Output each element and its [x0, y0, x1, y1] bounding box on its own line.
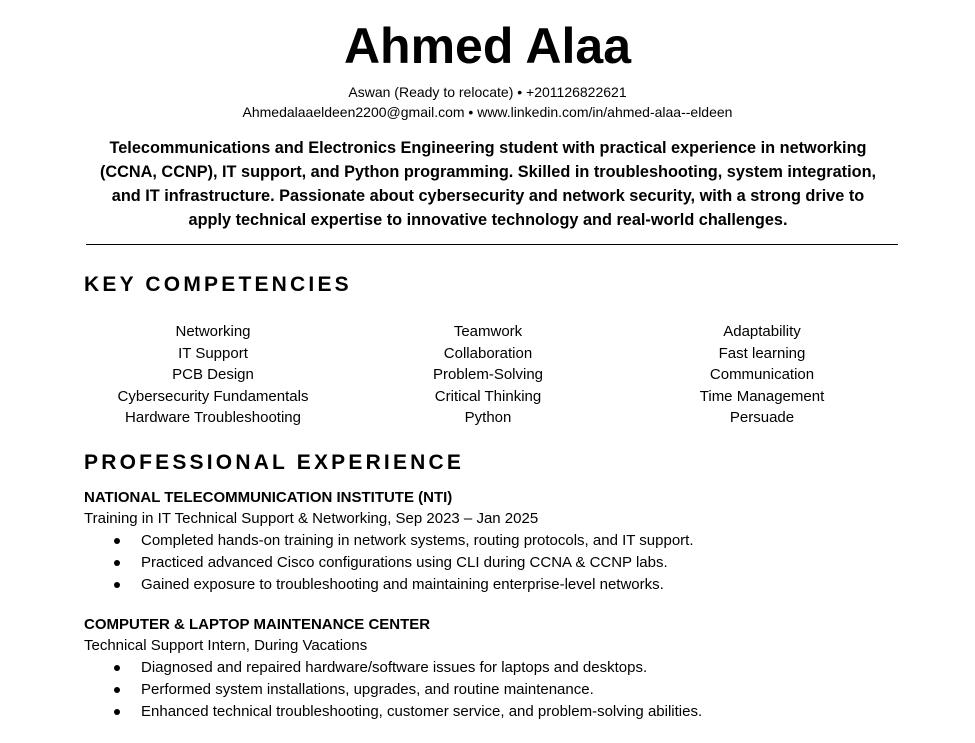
responsibility-item — [84, 679, 904, 701]
competency-item: Cybersecurity Fundamentals — [117, 387, 309, 405]
responsibility-text: Enhanced technical troubleshooting, customer service, and problem-solving abilities. — [141, 703, 703, 720]
responsibility-item — [84, 574, 904, 596]
competency-item: Teamwork — [453, 323, 523, 340]
competency-item: Problem-Solving — [432, 366, 544, 384]
experience-entry-nti — [84, 488, 904, 596]
competencies-column-3 — [632, 321, 892, 429]
responsibility-text: Practiced advanced Cisco configurations using CLI during CCNA & CCNP labs. — [141, 554, 668, 571]
competency-item: IT Support — [178, 344, 248, 362]
company-name: NATIONAL TELECOMMUNICATION INSTITUTE (NTI) — [84, 489, 453, 506]
responsibility-list — [84, 530, 904, 596]
bullet-icon — [114, 665, 120, 671]
competency-item: Networking — [175, 323, 251, 340]
competency-item: Fast learning — [718, 344, 806, 362]
company-name: COMPUTER & LAPTOP MAINTENANCE CENTER — [84, 616, 431, 633]
competency-item: PCB Design — [172, 366, 254, 384]
competency-item: Collaboration — [443, 344, 533, 362]
responsibility-text: Completed hands-on training in network systems, routing protocols, and IT support. — [141, 532, 694, 549]
responsibility-text: Diagnosed and repaired hardware/software issues for laptops and desktops. — [141, 659, 648, 676]
competency-item: Python — [464, 409, 512, 427]
summary-line: apply technical expertise to innovative technology and real-world challenges. — [188, 211, 788, 229]
competency-item: Time Management — [699, 387, 825, 405]
job-role: Technical Support Intern, During Vacations — [84, 637, 368, 654]
experience-entry-maintenance-center — [84, 615, 904, 723]
competencies-column-1 — [83, 321, 343, 429]
bullet-icon — [114, 582, 120, 588]
competency-item: Adaptability — [723, 323, 801, 340]
professional-experience-heading: PROFESSIONAL EXPERIENCE — [84, 451, 465, 474]
contact-location-phone: Aswan (Ready to relocate) • +201126822621 — [348, 84, 627, 100]
professional-summary — [85, 136, 891, 232]
summary-line: and IT infrastructure. Passionate about cybersecurity and network security, with a strong drive to — [111, 187, 865, 205]
responsibility-item — [84, 530, 904, 552]
competency-item: Critical Thinking — [434, 387, 542, 405]
responsibility-list — [84, 657, 904, 723]
competency-item: Persuade — [729, 409, 795, 427]
contact-email-linkedin: Ahmedalaaeldeen2200@gmail.com • www.linkedin.com/in/ahmed-alaa--eldeen — [242, 104, 733, 120]
key-competencies-heading: KEY COMPETENCIES — [84, 273, 352, 296]
summary-line: (CCNA, CCNP), IT support, and Python programming. Skilled in troubleshooting, system integration, — [99, 163, 877, 181]
summary-line: Telecommunications and Electronics Engineering student with practical experience in networking — [109, 139, 867, 157]
job-role: Training in IT Technical Support & Networking, Sep 2023 – Jan 2025 — [84, 510, 539, 527]
bullet-icon — [114, 709, 120, 715]
bullet-icon — [114, 687, 120, 693]
competencies-column-2 — [358, 321, 618, 429]
responsibility-item — [84, 701, 904, 723]
responsibility-text: Gained exposure to troubleshooting and maintaining enterprise-level networks. — [141, 576, 664, 593]
bullet-icon — [114, 538, 120, 544]
competency-item: Communication — [709, 366, 815, 384]
section-divider — [86, 244, 898, 245]
responsibility-text: Performed system installations, upgrades, and routine maintenance. — [141, 681, 594, 698]
responsibility-item — [84, 552, 904, 574]
competency-item: Hardware Troubleshooting — [125, 409, 301, 427]
bullet-icon — [114, 560, 120, 566]
responsibility-item — [84, 657, 904, 679]
candidate-name: Ahmed Alaa — [343, 18, 632, 74]
